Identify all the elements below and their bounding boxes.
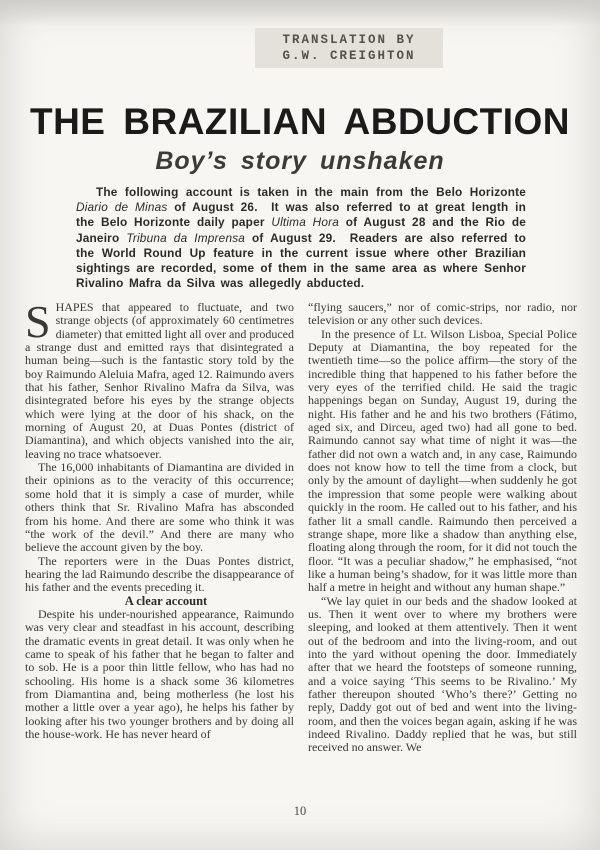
paragraph-4: Despite his under-nourished appearance, Raimundo was very clear and steadfast in his account, describing the dramatic events in great detail. It was only when he came to speak of his father that he began to falter and to sob. He is a poor thin little fellow, who has had no schooling. His home is a shack some 36 kilometres from Diamantina and, being motherless (he lost his mother a little over a year ago), he helps his father by looking after his two younger brothers and by doing all the house-work. He has never heard of — [25, 606, 294, 741]
paragraph-7: “We lay quiet in our beds and the shadow looked at us. Then it went over to where my brothers were sleeping, and looked at them attentively. Then it went out of the bedroom and into the living-room, and out into the yard without opening the door. Immediately after that we heard the footsteps of someone running, and a voice saying ‘This seems to be Rivalino.’ My father thereupon shouted ‘Who’s there?’ Getting no reply, Daddy got out of bed and went into the living-room, and then the voices began again, asking if he was indeed Rivalino. Daddy replied that he was, but still received no answer. We — [308, 593, 577, 755]
paragraph-2: The 16,000 inhabitants of Diamantina are divided in their opinions as to the veracity of this occurrence; some hold that it is simply a case of murder, while others think that Sr. Rivalino Mafra has absconded from his home. And there are some who think it was “the work of the devil.” And there are many who believe the account given by the boy. — [25, 460, 294, 555]
paragraph-1-text: HAPES that appeared to fluctuate, and two strange objects (of approximately 60 centimetres diameter) that emitted light all over and produced a strange dust and emitted rays that disintegrated a human being—such is the fantastic story told by the boy Raimundo Aleluia Mafra, aged 12. Raimundo avers that his father, Senhor Rivalino Mafra da Silva, was disintegrated before his eyes by the strange objects which were lying at the door of his shack, on the morning of August 20, at Duas Pontes (district of Diamantina), and which objects vanished into the air, leaving no trace whatsoever. — [25, 301, 294, 461]
translation-stamp — [255, 28, 443, 68]
left-column — [25, 301, 294, 817]
stamp-line-1: TRANSLATION BY — [282, 33, 416, 47]
drop-cap: S — [25, 301, 51, 347]
section-subheading: A clear account — [124, 593, 208, 608]
paragraph-6: In the presence of Lt. Wilson Lisboa, Special Police Deputy at Diamantina, the boy repeated for the twentieth time—so the police affirm—the story of the incredible thing that happened to his father before the very eyes of the terrified child. He said the tragic happenings began on Sunday, August 19, during the night. His father and he and his two brothers (Fátimo, aged six, and Dirceu, aged two) had all gone to bed. Raimundo cannot say what time of night it was—the father did not own a watch and, in any case, Raimundo does not know how to tell the time from a clock, but only by the amount of daylight—when suddenly he got the impression that some people were walking about quickly in the room. He called out to his father, and his father lit a small candle. Raimundo then perceived a strange shape, more like a shadow than anything else, floating along through the room, for it did not touch the floor. “It was a peculiar shadow,” he emphasised, “not like a human being’s shadow, for it was little more than half a metre in height and without any human shape.” — [308, 326, 577, 595]
standfirst-intro: The following account is taken in the main from the Belo Horizonte Diario de Minas of August 26. It was also referred to at great length in the Belo Horizonte daily paper Ultima Hora of August 28 and the Rio de Janeiro Tribuna da Imprensa of August 29. Readers are also referred to the World Round Up feature in the current issue where other Brazilian sightings are recorded, some of them in the same area as where Senhor Rivalino Mafra da Silva was allegedly abducted. — [76, 185, 526, 291]
paragraph-5: “flying saucers,” nor of comic-strips, nor radio, nor television or any other such devices. — [308, 301, 577, 328]
scan-edge-shadow — [0, 0, 600, 26]
right-column — [308, 301, 577, 817]
page-number: 10 — [293, 804, 307, 818]
stamp-line-2: G.W. CREIGHTON — [282, 49, 416, 63]
page-subtitle: Boy’s story unshaken — [155, 146, 445, 175]
paragraph-1 — [25, 301, 294, 461]
article-body — [25, 301, 577, 817]
page-title: THE BRAZILIAN ABDUCTION — [29, 100, 571, 142]
paragraph-3: The reporters were in the Duas Pontes district, hearing the lad Raimundo describe the disappearance of his father and the events preceding it. — [25, 553, 294, 595]
